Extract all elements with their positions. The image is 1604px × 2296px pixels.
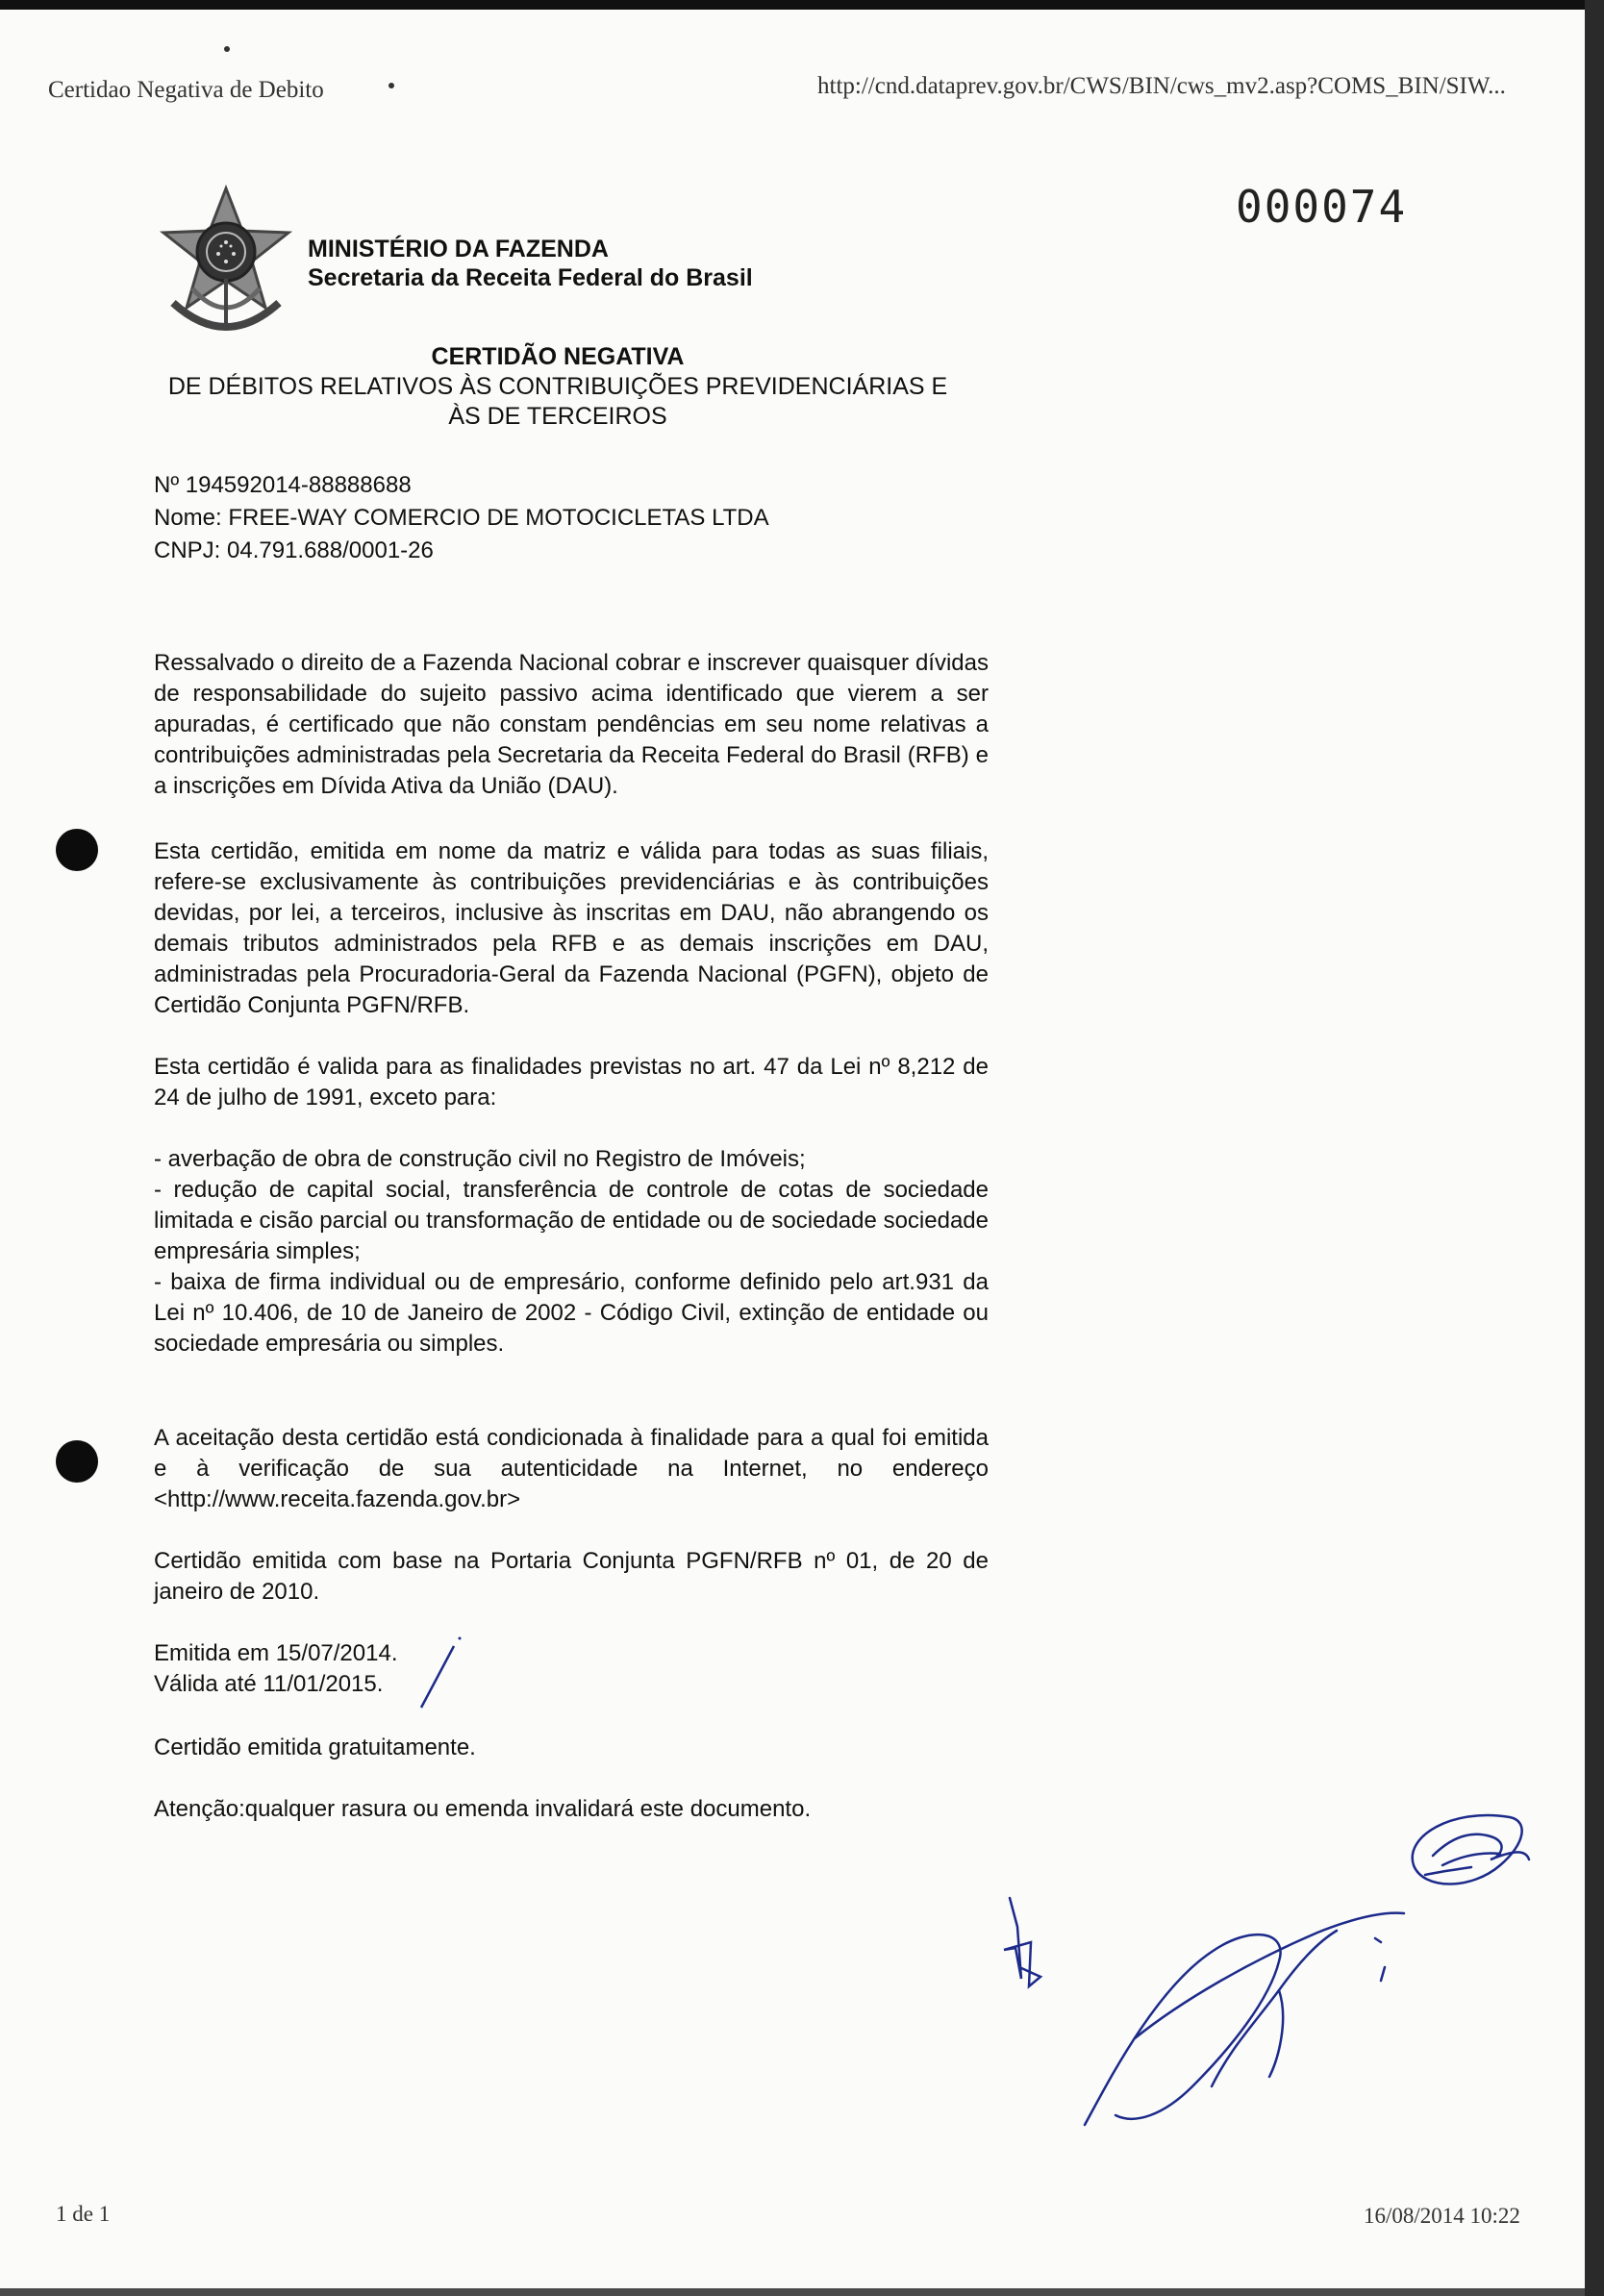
paragraph-text: A aceitação desta certidão está condicionada à finalidade para a qual foi emitida e à verificação de sua autenticidade na Internet, no endereço <http://www.receita.fazenda.gov.br>: [154, 1425, 989, 1512]
speck: [224, 46, 230, 52]
title-line-2: DE DÉBITOS RELATIVOS ÀS CONTRIBUIÇÕES PREVIDENCIÁRIAS E: [167, 373, 948, 400]
paragraph-text: Certidão emitida gratuitamente.: [154, 1734, 476, 1760]
paragraph-legal-basis: [154, 1546, 989, 1608]
browser-header-title: Certidao Negativa de Debito: [48, 77, 324, 103]
scan-edge-top: [0, 0, 1604, 10]
paragraph-text: Esta certidão, emitida em nome da matriz e válida para todas as suas filiais, refere-se exclusivamente às contribuições previdenciárias e às contribuições devidas, por lei, a terceiros, inclusive às inscritas em DAU, não abrangendo os demais tributos administrados pela RFB e as demais inscrições em DAU, administradas pela Procuradoria-Geral da Fazenda Nacional (PGFN), objeto de Certidão Conjunta PGFN/RFB.: [154, 838, 989, 1018]
title-line-3: ÀS DE TERCEIROS: [448, 403, 667, 430]
list-item: - averbação de obra de construção civil no Registro de Imóveis;: [154, 1146, 806, 1172]
issue-dates: [154, 1638, 989, 1700]
issued-date: Emitida em 15/07/2014.: [154, 1640, 398, 1666]
paragraph-text: Atenção:qualquer rasura ou emenda invalidará este documento.: [154, 1796, 812, 1822]
company-cnpj: CNPJ: 04.791.688/0001-26: [154, 537, 434, 563]
identification-block: [154, 469, 769, 567]
scan-edge-right: [1585, 0, 1604, 2296]
paragraph-clearance: [154, 648, 989, 802]
page-counter: 1 de 1: [56, 2202, 111, 2226]
ministry-name: MINISTÉRIO DA FAZENDA: [308, 236, 609, 262]
pen-check-mark-icon: [414, 1635, 462, 1711]
handwritten-signature-icon: [990, 1798, 1567, 2183]
valid-until-date: Válida até 11/01/2015.: [154, 1671, 384, 1697]
punch-hole: [56, 829, 98, 871]
list-item: - baixa de firma individual ou de empresário, conforme definido pelo art.931 da Lei nº 10.406, de 10 de Janeiro de 2002 - Código Civil, extinção de entidade ou sociedade empresária ou simples.: [154, 1269, 989, 1357]
paragraph-scope: [154, 836, 989, 1021]
ministry-heading: [308, 235, 753, 292]
paragraph-text: Certidão emitida com base na Portaria Conjunta PGFN/RFB nº 01, de 20 de janeiro de 2010.: [154, 1548, 989, 1605]
speck: [388, 83, 394, 88]
company-name: Nome: FREE-WAY COMERCIO DE MOTOCICLETAS LTDA: [154, 505, 769, 531]
stamped-document-number: 000074: [1236, 181, 1408, 233]
paragraph-authenticity: [154, 1423, 989, 1515]
list-item: - redução de capital social, transferência de controle de cotas de sociedade limitada e cisão parcial ou transformação de entidade ou de sociedade sociedade empresária simples;: [154, 1177, 989, 1264]
paragraph-text: Ressalvado o direito de a Fazenda Nacional cobrar e inscrever quaisquer dívidas de responsabilidade do sujeito passivo acima identificado que vierem a ser apuradas, é certificado que não constam pendências em seu nome relativas a contribuições administradas pela Secretaria da Receita Federal do Brasil (RFB) e a inscrições em Dívida Ativa da União (DAU).: [154, 650, 989, 799]
print-timestamp: 16/08/2014 10:22: [1364, 2204, 1520, 2228]
coat-of-arms-icon: [154, 183, 298, 346]
browser-header-url: http://cnd.dataprev.gov.br/CWS/BIN/cws_mv2.asp?COMS_BIN/SIW...: [817, 73, 1506, 99]
paragraph-text: Esta certidão é valida para as finalidades previstas no art. 47 da Lei nº 8,212 de 24 de julho de 1991, exceto para:: [154, 1054, 989, 1111]
punch-hole: [56, 1440, 98, 1483]
title-line-1: CERTIDÃO NEGATIVA: [431, 343, 685, 370]
paragraph-free-issue: [154, 1733, 989, 1763]
certificate-title: [144, 342, 971, 432]
exceptions-list: [154, 1144, 989, 1360]
paragraph-warning: [154, 1794, 989, 1825]
secretariat-name: Secretaria da Receita Federal do Brasil: [308, 264, 753, 291]
certificate-number: Nº 194592014-88888688: [154, 472, 412, 498]
paragraph-validity: [154, 1052, 989, 1113]
